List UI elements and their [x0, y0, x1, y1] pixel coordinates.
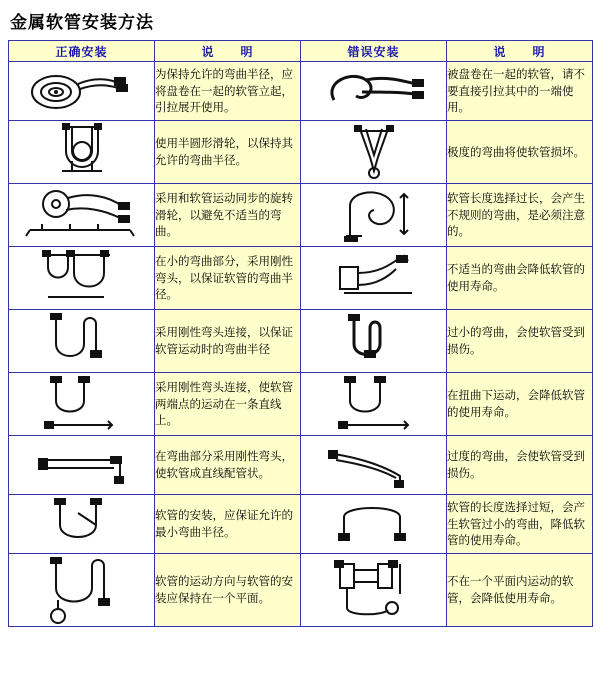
- rigid-bend-connection-icon: [9, 310, 155, 373]
- table-row: [9, 495, 593, 554]
- header-wrong: 错误安装: [301, 41, 447, 62]
- overlong-hose-icon: [301, 495, 447, 554]
- row-description: 为保持允许的弯曲半径，应将盘卷在一起的软管立起，引拉展开使用。: [155, 62, 301, 121]
- row-description: 在弯曲部分采用刚性弯头，使软管成直线配管状。: [155, 436, 301, 495]
- rigid-elbow-straight-line-icon: [9, 373, 155, 436]
- header-wrong-desc: 说 明: [447, 41, 593, 62]
- table-row: [9, 436, 593, 495]
- installation-methods-table: [8, 40, 593, 627]
- table-row: [9, 121, 593, 184]
- table-row: [9, 247, 593, 310]
- row-description: 采用刚性弯头连接，使软管两端点的运动在一条直线上。: [155, 373, 301, 436]
- row-description: 软管长度选择过长，会产生不规则的弯曲，是必须注意的。: [447, 184, 593, 247]
- row-description: 软管的运动方向与软管的安装应保持在一个平面。: [155, 554, 301, 627]
- row-description: 不在一个平面内运动的软管，会降低使用寿命。: [447, 554, 593, 627]
- twisted-bend-icon: [301, 373, 447, 436]
- straight-pipe-elbow-icon: [9, 436, 155, 495]
- table-row: [9, 310, 593, 373]
- header-correct-desc: 说 明: [155, 41, 301, 62]
- table-row: [9, 184, 593, 247]
- excessive-bend-icon: [301, 436, 447, 495]
- page-title: 金属软管安装方法: [10, 13, 154, 33]
- row-description: 软管的长度选择过短，会产生软管过小的弯曲，降低软管的使用寿命。: [447, 495, 593, 554]
- table-row: [9, 62, 593, 121]
- same-plane-motion-icon: [9, 554, 155, 627]
- table-row: [9, 373, 593, 436]
- row-description: 在扭曲下运动，会降低软管的使用寿命。: [447, 373, 593, 436]
- coiled-hose-standing-icon: [9, 62, 155, 121]
- row-description: 被盘卷在一起的软管，请不要直接引拉其中的一端使用。: [447, 62, 593, 121]
- header-correct: 正确安装: [9, 41, 155, 62]
- row-description: 过度的弯曲，会使软管受到损伤。: [447, 436, 593, 495]
- improper-bend-icon: [301, 247, 447, 310]
- row-description: 采用刚性弯头连接，以保证软管运动时的弯曲半径: [155, 310, 301, 373]
- coiled-hose-pulled-icon: [301, 62, 447, 121]
- row-description: 软管的安装，应保证允许的最小弯曲半径。: [155, 495, 301, 554]
- rotating-pulley-sync-icon: [9, 184, 155, 247]
- row-description: 极度的弯曲将使软管损坏。: [447, 121, 593, 184]
- long-hose-irregular-bend-icon: [301, 184, 447, 247]
- semicircle-pulley-icon: [9, 121, 155, 184]
- minimum-bend-radius-icon: [9, 495, 155, 554]
- row-description: 使用半圆形滑轮，以保持其允许的弯曲半径。: [155, 121, 301, 184]
- row-description: 不适当的弯曲会降低软管的使用寿命。: [447, 247, 593, 310]
- out-of-plane-motion-icon: [301, 554, 447, 627]
- rigid-elbow-small-bend-icon: [9, 247, 155, 310]
- table-row: [9, 554, 593, 627]
- too-small-bend-icon: [301, 310, 447, 373]
- row-description: 过小的弯曲，会使软管受到损伤。: [447, 310, 593, 373]
- row-description: 在小的弯曲部分，采用刚性弯头，以保证软管的弯曲半径。: [155, 247, 301, 310]
- table-header-row: [9, 41, 593, 62]
- sharp-bend-pulley-icon: [301, 121, 447, 184]
- row-description: 采用和软管运动同步的旋转滑轮，以避免不适当的弯曲。: [155, 184, 301, 247]
